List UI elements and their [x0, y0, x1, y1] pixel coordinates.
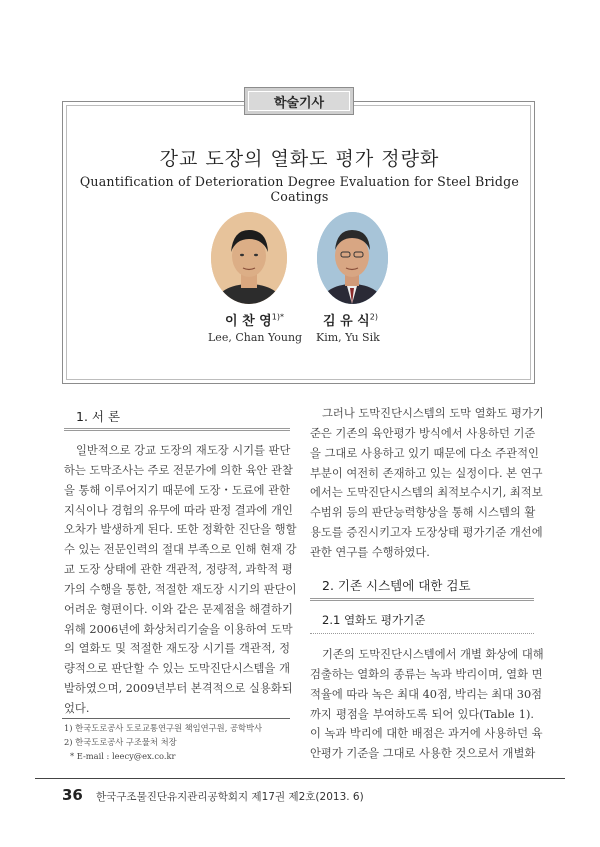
article-category-tag	[244, 87, 354, 115]
author-name-lee-ko: 이 찬 영$^{1)*}$	[225, 312, 284, 329]
footnote-rule	[62, 718, 290, 719]
right-paragraph-1: 그러나 도막진단시스템의 도막 열화도 평가기 준은 기존의 육안평가 방식에서 사용하던 기준 을 그대로 사용하고 있기 때문에 다소 주관적인 부분이 여전히 존재하고 있는 실정이다. 본 연구 에서는 도막진단시스템의 최적보수시기, 최적보 수범위 등의 판단능력향상을 통해 시스템의 활 용도를 증진시키고자 도장상태 평가기준 개선에 관한 연구를 수행하였다.	[310, 407, 544, 559]
title-korean: 강교 도장의 열화도 평가 정량화	[159, 148, 440, 170]
section-heading-review: 2. 기존 시스템에 대한 검토	[322, 578, 471, 593]
footnote-1: 1) 한국도로공사 도로교통연구원 책임연구원, 공학박사	[64, 723, 263, 733]
section-heading-rule	[64, 428, 290, 431]
author-name-kim-ko: 김 유 식$^{2)}$	[323, 312, 378, 329]
author-name-kim-en: Kim, Yu Sik	[316, 331, 380, 344]
author-name-lee-en: Lee, Chan Young	[208, 331, 303, 344]
section-heading-rule	[310, 598, 534, 601]
journal-citation: 한국구조물진단유지관리공학회지 제17권 제2호(2013. 6)	[96, 791, 364, 803]
footer-rule	[35, 778, 565, 779]
subsection-rule	[310, 633, 534, 634]
section-heading-intro: 1. 서 론	[76, 409, 121, 424]
footnote-2: 2) 한국도로공사 구조물처 처장	[64, 737, 177, 747]
footnote-email: * E-mail : leecy@ex.co.kr	[70, 751, 176, 761]
intro-paragraph: 일반적으로 강교 도장의 재도장 시기를 판단 하는 도막조사는 주로 전문가에 의한 육안 관찰 을 통해 이루어지기 때문에 도장・도료에 관한 지식이나 경험의 유무에 따라 판정 결과에 개인 오차가 발생하게 된다. 또한 정확한 진단을 행할 수 있는 전문인력의 절대 부족으로 인해 현재 강 교 도장 상태에 관한 객관적, 정량적, 과학적 평 가의 수행을 통한, 적절한 재도장 시기의 판단이 어려운 형편이다. 이와 같은 문제점을 해결하기 위해 2006년에 화상처리기술을 이용하여 도막 의 열화도 및 적절한 재도장 시기를 객관적, 정 량적으로 판단할 수 있는 도막진단시스템을 개 발하였으며, 2009년부터 본격적으로 실용화되 었다.	[64, 444, 297, 715]
subsection-heading: 2.1 열화도 평가기준	[322, 613, 426, 627]
author-photo-kim	[317, 212, 388, 304]
author-photo-lee	[211, 212, 287, 304]
title-english: Quantification of Deterioration Degree Evaluation for Steel Bridge Coatings	[79, 174, 520, 204]
page-number: 36	[62, 786, 83, 804]
article-category-label: 학술기사	[248, 91, 350, 111]
review-paragraph: 기존의 도막진단시스템에서 개별 화상에 대해 검출하는 열화의 종류는 녹과 박리이며, 열화 면 적율에 따라 녹은 최대 40점, 박리는 최대 30점 까지 평점을 부여하도록 되어 있다(Table 1). 이 녹과 박리에 대한 배점은 과거에 사용하던 육 안평가 기준을 그대로 사용한 것으로서 개별화	[310, 648, 544, 761]
